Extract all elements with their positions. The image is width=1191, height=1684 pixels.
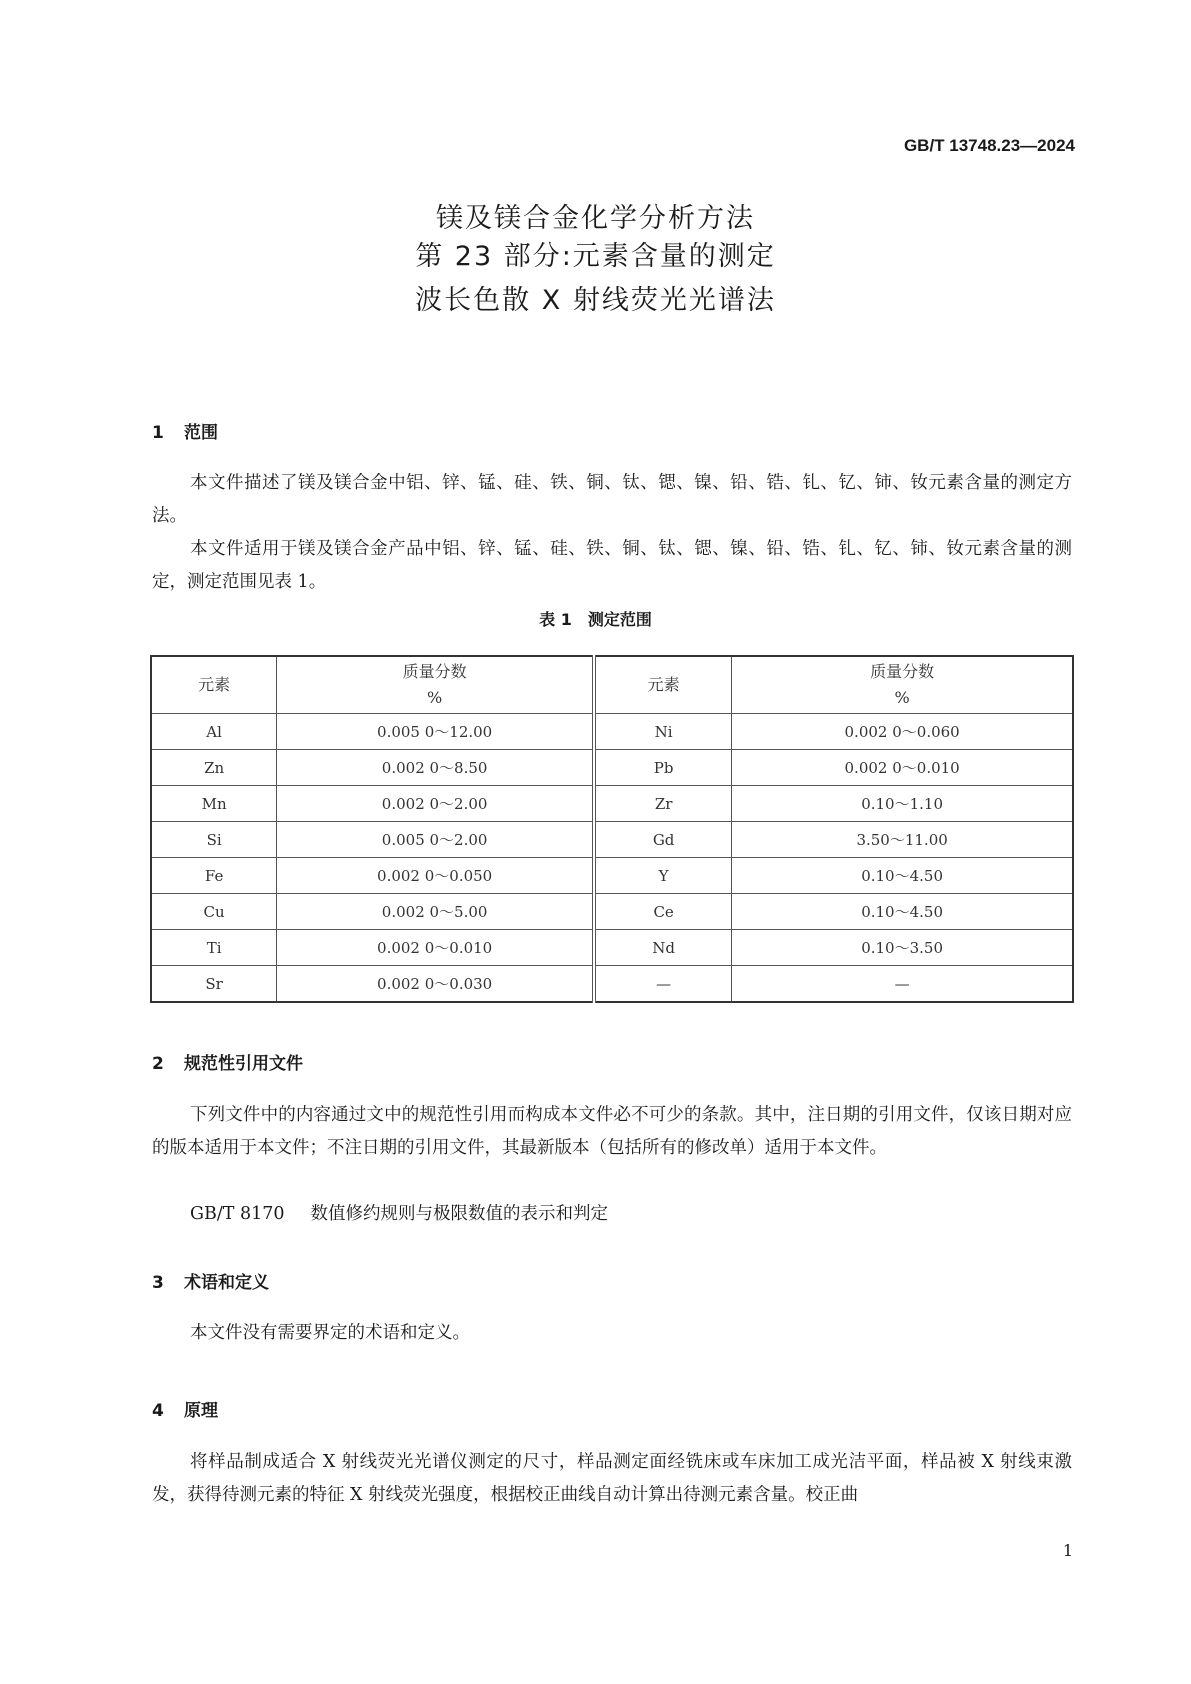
- header-mass-fraction-label-left: 质量分数: [402, 662, 467, 681]
- section-1-title: 范围: [184, 423, 218, 443]
- range-cell: 0.002 0～0.050: [277, 858, 594, 894]
- element-cell: Nd: [594, 930, 732, 966]
- title-line-2: 第 23 部分:元素含量的测定: [415, 241, 776, 272]
- element-cell: Fe: [151, 858, 277, 894]
- range-cell: 0.002 0～0.030: [277, 966, 594, 1003]
- section-4-title: 原理: [184, 1401, 218, 1421]
- element-cell: Cu: [151, 894, 277, 930]
- element-cell: Pb: [594, 750, 732, 786]
- section-3-number: 3: [152, 1273, 164, 1293]
- element-cell: Ti: [151, 930, 277, 966]
- section-1-heading: [152, 418, 218, 443]
- element-cell: Sr: [151, 966, 277, 1003]
- section-1-number: 1: [152, 423, 164, 443]
- table-row: [151, 750, 1073, 786]
- range-cell: 0.002 0～0.010: [277, 930, 594, 966]
- range-cell: 0.10～1.10: [732, 786, 1073, 822]
- page-number: 1: [1062, 1541, 1073, 1560]
- section-2-title: 规范性引用文件: [184, 1054, 303, 1074]
- section-4-number: 4: [152, 1401, 164, 1421]
- reference-title: 数值修约规则与极限数值的表示和判定: [310, 1204, 609, 1224]
- section-2-number: 2: [152, 1054, 164, 1074]
- title-line-1: 镁及镁合金化学分析方法: [436, 203, 755, 234]
- range-cell: 0.10～4.50: [732, 894, 1073, 930]
- header-unit-right: %: [894, 688, 910, 707]
- range-cell: 0.002 0～0.060: [732, 714, 1073, 750]
- section-3-paragraph-1: 本文件没有需要界定的术语和定义。: [190, 1323, 470, 1343]
- table-row: [151, 894, 1073, 930]
- range-cell: 0.002 0～5.00: [277, 894, 594, 930]
- header-mass-fraction-right: [732, 656, 1073, 714]
- range-cell: 3.50～11.00: [732, 822, 1073, 858]
- table-caption: 表 1 测定范围: [539, 610, 652, 629]
- element-cell: Ce: [594, 894, 732, 930]
- section-1-paragraph-1: 本文件描述了镁及镁合金中铝、锌、锰、硅、铁、铜、钛、锶、镍、铅、锆、钆、钇、铈、钕元素含量的测定方法。: [152, 473, 1072, 526]
- normative-reference: [152, 1198, 1072, 1231]
- section-1-paragraph-2: 本文件适用于镁及镁合金产品中铝、锌、锰、硅、铁、铜、钛、锶、镍、铅、锆、钆、钇、铈、钕元素含量的测定，测定范围见表 1。: [152, 539, 1072, 592]
- standard-number: GB/T 13748.23—2024: [903, 136, 1075, 155]
- table-row: [151, 786, 1073, 822]
- range-cell: 0.10～4.50: [732, 858, 1073, 894]
- reference-code: GB/T 8170: [190, 1204, 285, 1224]
- range-cell: —: [732, 966, 1073, 1003]
- section-2-heading: [152, 1049, 303, 1074]
- element-cell: Zr: [594, 786, 732, 822]
- header-element-left: 元素: [151, 656, 277, 714]
- range-cell: 0.005 0～2.00: [277, 822, 594, 858]
- range-cell: 0.10～3.50: [732, 930, 1073, 966]
- range-cell: 0.005 0～12.00: [277, 714, 594, 750]
- range-cell: 0.002 0～8.50: [277, 750, 594, 786]
- range-cell: 0.002 0～2.00: [277, 786, 594, 822]
- element-cell: Al: [151, 714, 277, 750]
- section-4-heading: [152, 1396, 218, 1421]
- header-mass-fraction-label-right: 质量分数: [870, 662, 935, 681]
- element-cell: Gd: [594, 822, 732, 858]
- element-cell: Si: [151, 822, 277, 858]
- table-row: [151, 858, 1073, 894]
- element-cell: Ni: [594, 714, 732, 750]
- section-3-title: 术语和定义: [184, 1273, 269, 1293]
- measurement-range-table: [150, 655, 1074, 1003]
- section-3-heading: [152, 1268, 269, 1293]
- table-header-row: [151, 656, 1073, 714]
- table-row: [151, 966, 1073, 1003]
- table-row: [151, 930, 1073, 966]
- table-row: [151, 714, 1073, 750]
- element-cell: Y: [594, 858, 732, 894]
- table-row: [151, 822, 1073, 858]
- section-2-paragraph-1: 下列文件中的内容通过文中的规范性引用而构成本文件必不可少的条款。其中，注日期的引用文件，仅该日期对应的版本适用于本文件；不注日期的引用文件，其最新版本（包括所有的修改单）适用于本文件。: [152, 1105, 1072, 1158]
- header-unit-left: %: [427, 688, 443, 707]
- header-mass-fraction-left: [277, 656, 594, 714]
- title-line-3: 波长色散 X 射线荧光光谱法: [415, 285, 776, 316]
- element-cell: Zn: [151, 750, 277, 786]
- element-cell: Mn: [151, 786, 277, 822]
- range-cell: 0.002 0～0.010: [732, 750, 1073, 786]
- section-4-paragraph-1: 将样品制成适合 X 射线荧光光谱仪测定的尺寸，样品测定面经铣床或车床加工成光洁平面，样品被 X 射线束激发，获得待测元素的特征 X 射线荧光强度，根据校正曲线自动计算出待测元素含量。校正曲: [152, 1452, 1072, 1505]
- element-cell: —: [594, 966, 732, 1003]
- header-element-right: 元素: [594, 656, 732, 714]
